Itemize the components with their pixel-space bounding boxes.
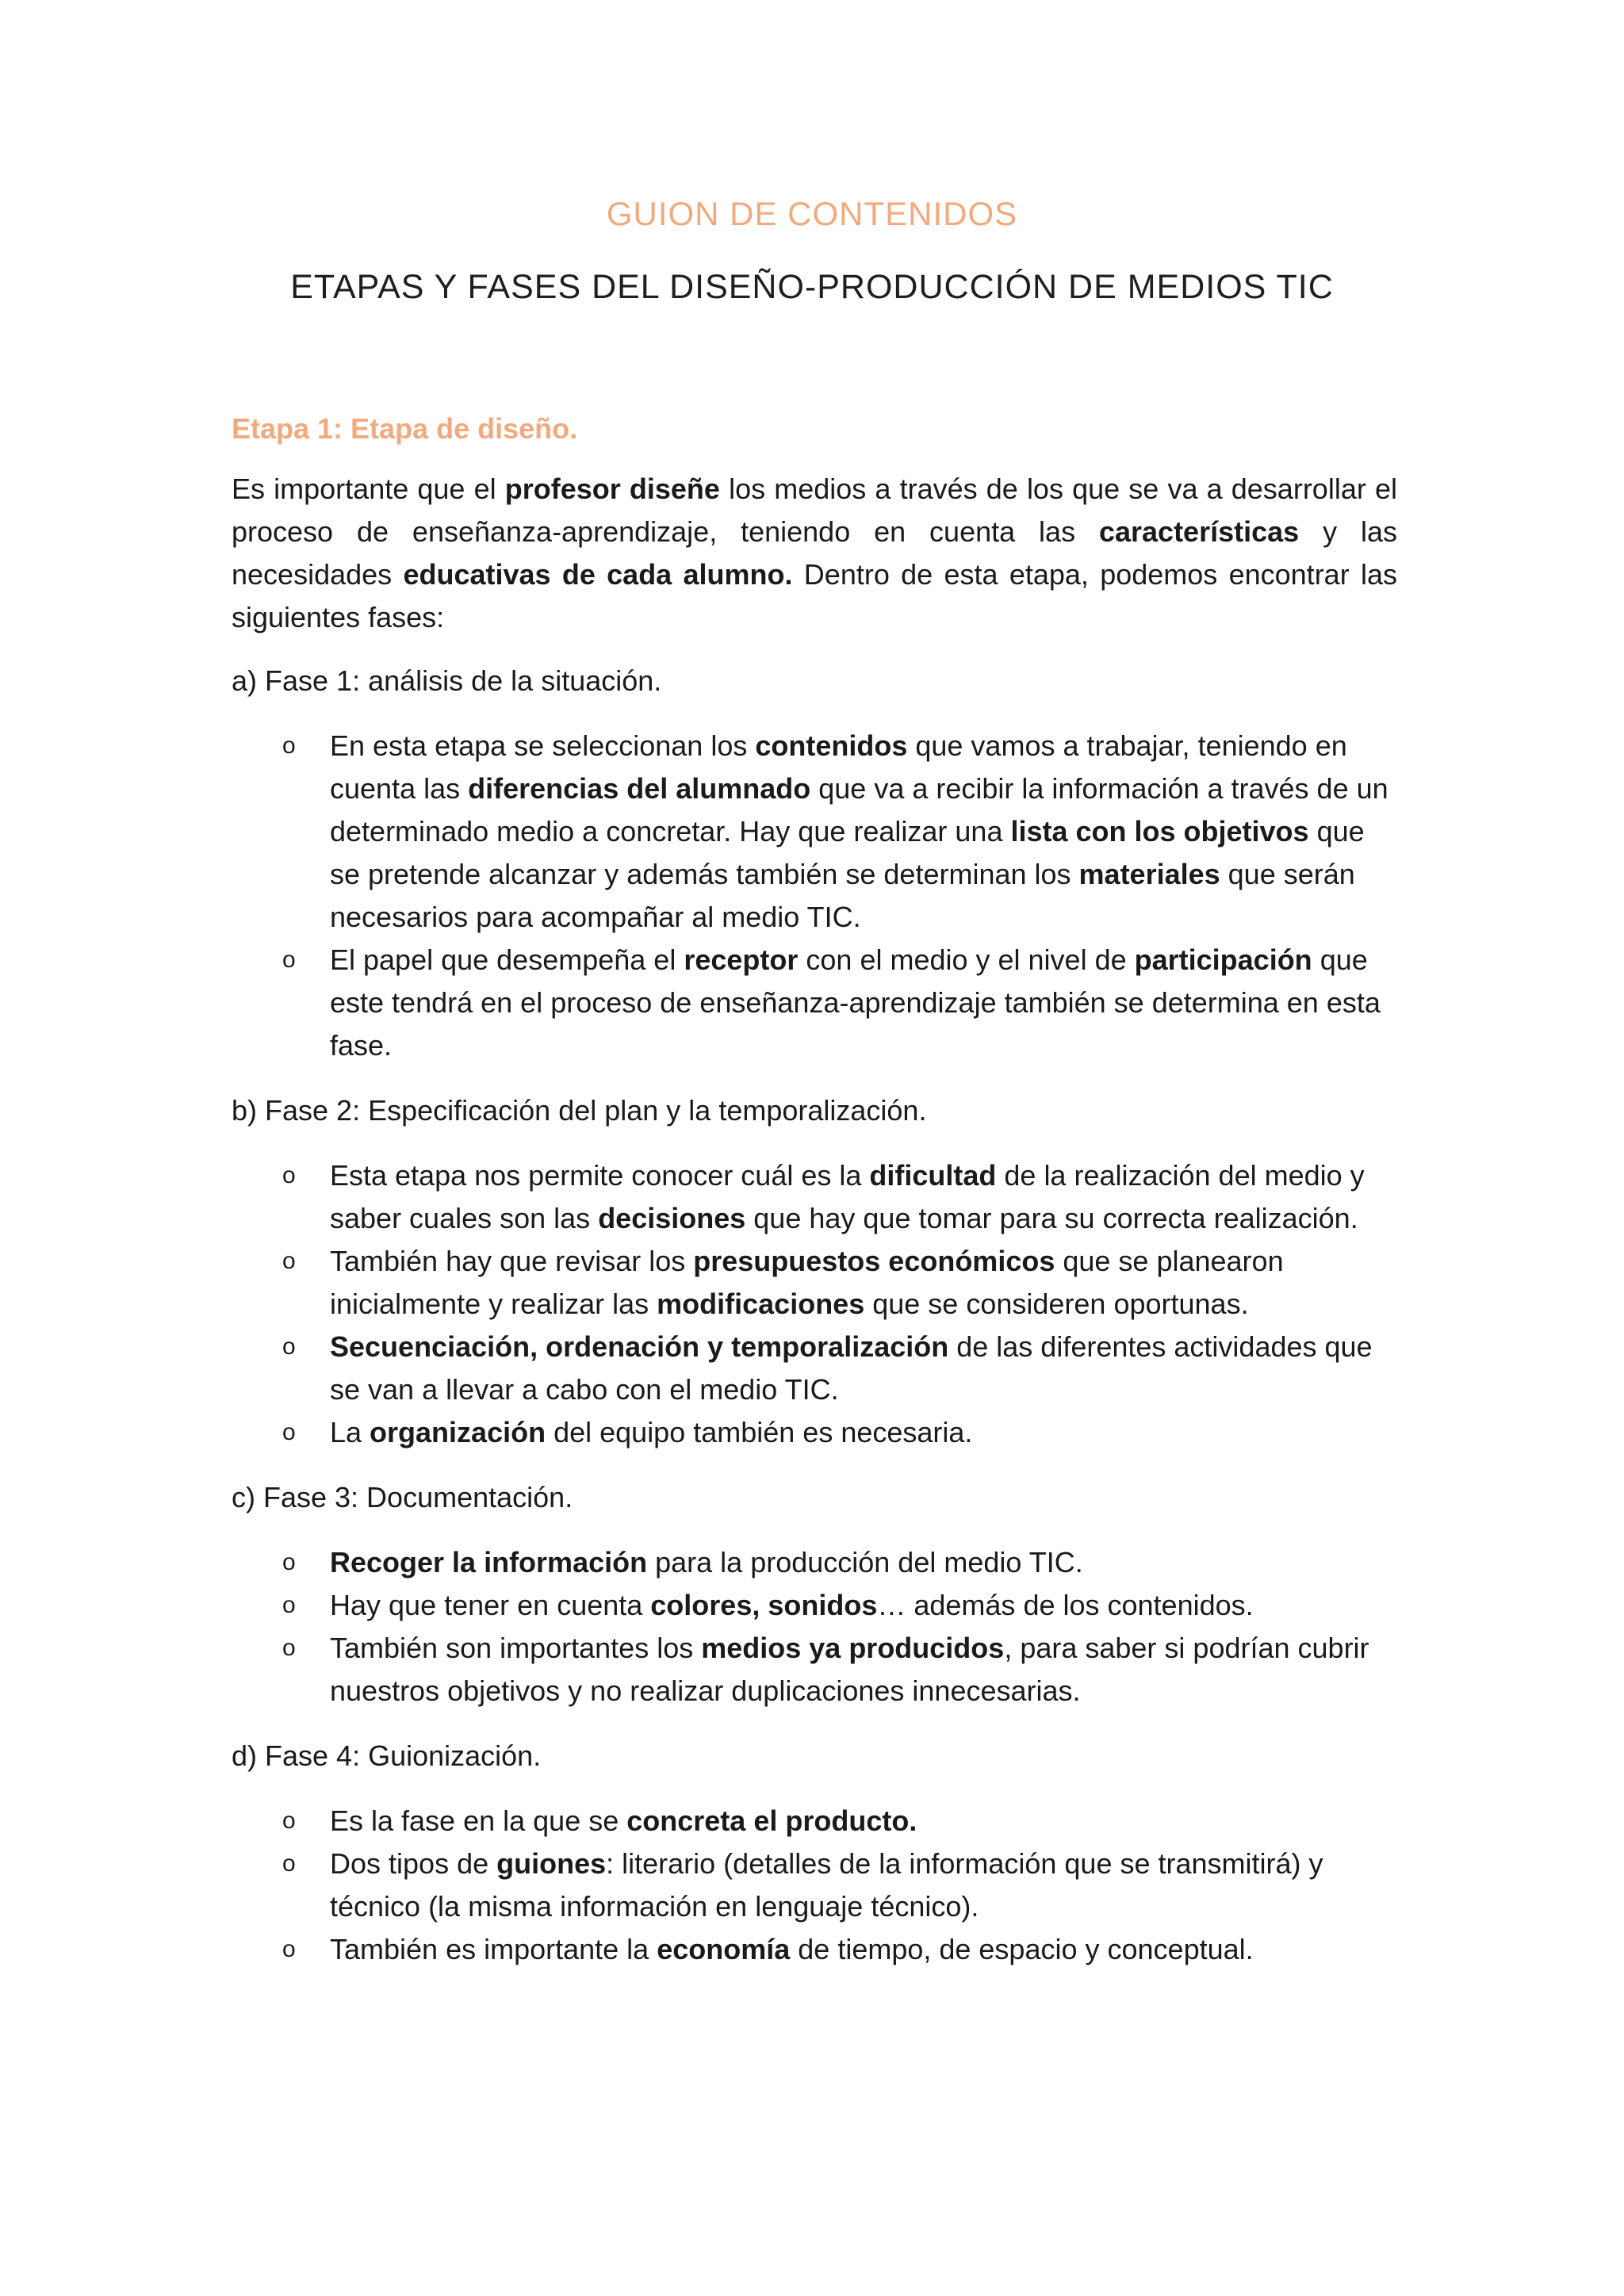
bold-text-run: dificultad [869,1159,997,1192]
text-run: … además de los contenidos. [877,1589,1254,1621]
bold-text-run: Recoger la información [330,1546,648,1578]
phase-heading: b) Fase 2: Especificación del plan y la temporalización. [232,1094,927,1127]
bullet-circle-icon: o [282,1635,296,1661]
bullet-item [232,1326,1397,1411]
text-run: También son importantes los [330,1632,702,1664]
bullet-item [232,1928,1397,1971]
bullet-circle-icon: o [282,1248,296,1274]
bold-text-run: receptor [684,943,799,976]
bullet-circle-icon: o [282,1592,296,1618]
text-run: , para saber si podrían cubrir nuestros objetivos y no realizar duplicaciones innecesarias. [330,1632,1369,1707]
bold-text-run: guiones [496,1847,607,1880]
bullet-circle-icon: o [282,1162,296,1188]
phase-bullet-list [232,1541,1397,1712]
bullet-item [232,1541,1397,1584]
phase-list [232,660,1397,1971]
bullet-circle-icon: o [282,733,296,759]
phase-heading: a) Fase 1: análisis de la situación. [232,664,662,697]
bold-text-run: profesor diseñe [504,473,720,505]
text-run: En esta etapa se seleccionan los [330,729,756,762]
bold-text-run: contenidos [755,729,908,762]
text-run: que se planearon inicialmente y realizar las [330,1245,1284,1320]
text-run: de tiempo, de espacio y conceptual. [790,1933,1254,1965]
bold-text-run: modificaciones [657,1288,865,1320]
bullet-item [232,1154,1397,1240]
text-run: los medios a través de los que se va a desarrollar el proceso de enseñanza-aprendizaje, teniendo en cuenta las [232,473,1397,548]
bullet-circle-icon: o [282,1808,296,1834]
phase-bullet-list [232,725,1397,1067]
text-run: Es la fase en la que se [330,1804,627,1837]
bullet-circle-icon: o [282,1936,296,1962]
bold-text-run: características [1098,515,1300,548]
document-body [232,411,1397,1993]
text-run: Es importante que el [232,473,505,505]
bullet-item [232,1584,1397,1627]
bold-text-run: lista con los objetivos [1010,815,1309,848]
text-run: de las diferentes actividades que se van a llevar a cabo con el medio TIC. [330,1330,1373,1406]
text-run: La [330,1416,370,1448]
bullet-item [232,1411,1397,1454]
text-run: que se pretende alcanzar y además también se determinan los [330,815,1365,890]
bullet-circle-icon: o [282,947,296,973]
bullet-circle-icon: o [282,1334,296,1360]
bullet-circle-icon: o [282,1419,296,1445]
document-title: GUION DE CONTENIDOS [606,195,1018,232]
bullet-circle-icon: o [282,1850,296,1877]
text-run: Dos tipos de [330,1847,497,1880]
bullet-item [232,1240,1397,1326]
text-run: que vamos a trabajar, teniendo en cuenta las [330,729,1347,805]
phase-bullet-list [232,1800,1397,1971]
bold-text-run: decisiones [598,1202,746,1234]
text-run: con el medio y el nivel de [798,943,1135,976]
bold-text-run: presupuestos económicos [693,1245,1055,1277]
bullet-item [232,1627,1397,1712]
bullet-item [232,1800,1397,1843]
bold-text-run: educativas de cada alumno. [403,558,793,591]
bullet-item [232,1843,1397,1928]
text-run: Hay que tener en cuenta [330,1589,651,1621]
document-subtitle: ETAPAS Y FASES DEL DISEÑO-PRODUCCIÓN DE MEDIOS TIC [290,268,1334,306]
text-run: que se consideren oportunas. [864,1288,1249,1320]
text-run: También hay que revisar los [330,1245,694,1277]
bullet-item [232,939,1397,1067]
bold-text-run: medios ya producidos [701,1632,1005,1664]
bold-text-run: materiales [1078,858,1220,890]
bold-text-run: Secuenciación, ordenación y temporalización [330,1330,949,1363]
text-run: que va a recibir la información a través de un determinado medio a concretar. Hay que realizar una [330,772,1388,848]
stage-intro-paragraph [232,468,1397,639]
text-run: que hay que tomar para su correcta realización. [745,1202,1358,1234]
text-run: que este tendrá en el proceso de enseñanza-aprendizaje también se determina en esta fase. [330,943,1381,1062]
text-run: del equipo también es necesaria. [546,1416,973,1448]
phase-heading: d) Fase 4: Guionización. [232,1739,542,1772]
bold-text-run: colores, sonidos [650,1589,878,1621]
text-run: para la producción del medio TIC. [647,1546,1083,1578]
bold-text-run: diferencias del alumnado [468,772,811,805]
phase-bullet-list [232,1154,1397,1454]
text-run: y las necesidades [232,515,1397,591]
text-run: El papel que desempeña el [330,943,684,976]
text-run: Dentro de esta etapa, podemos encontrar las siguientes fases: [232,558,1397,633]
text-run: de la realización del medio y saber cuales son las [330,1159,1365,1234]
text-run: que serán necesarios para acompañar al medio TIC. [330,858,1355,933]
bold-text-run: economía [657,1933,791,1965]
text-run: : literario (detalles de la información que se transmitirá) y técnico (la misma información en lenguaje técnico). [330,1847,1323,1923]
text-run: También es importante la [330,1933,657,1965]
phase-heading: c) Fase 3: Documentación. [232,1481,573,1513]
bold-text-run: participación [1134,943,1312,976]
stage-heading: Etapa 1: Etapa de diseño. [232,412,578,445]
bullet-item [232,725,1397,939]
bold-text-run: organización [370,1416,546,1448]
bullet-circle-icon: o [282,1549,296,1575]
bold-text-run: concreta el producto. [626,1804,917,1837]
text-run: Esta etapa nos permite conocer cuál es la [330,1159,870,1192]
